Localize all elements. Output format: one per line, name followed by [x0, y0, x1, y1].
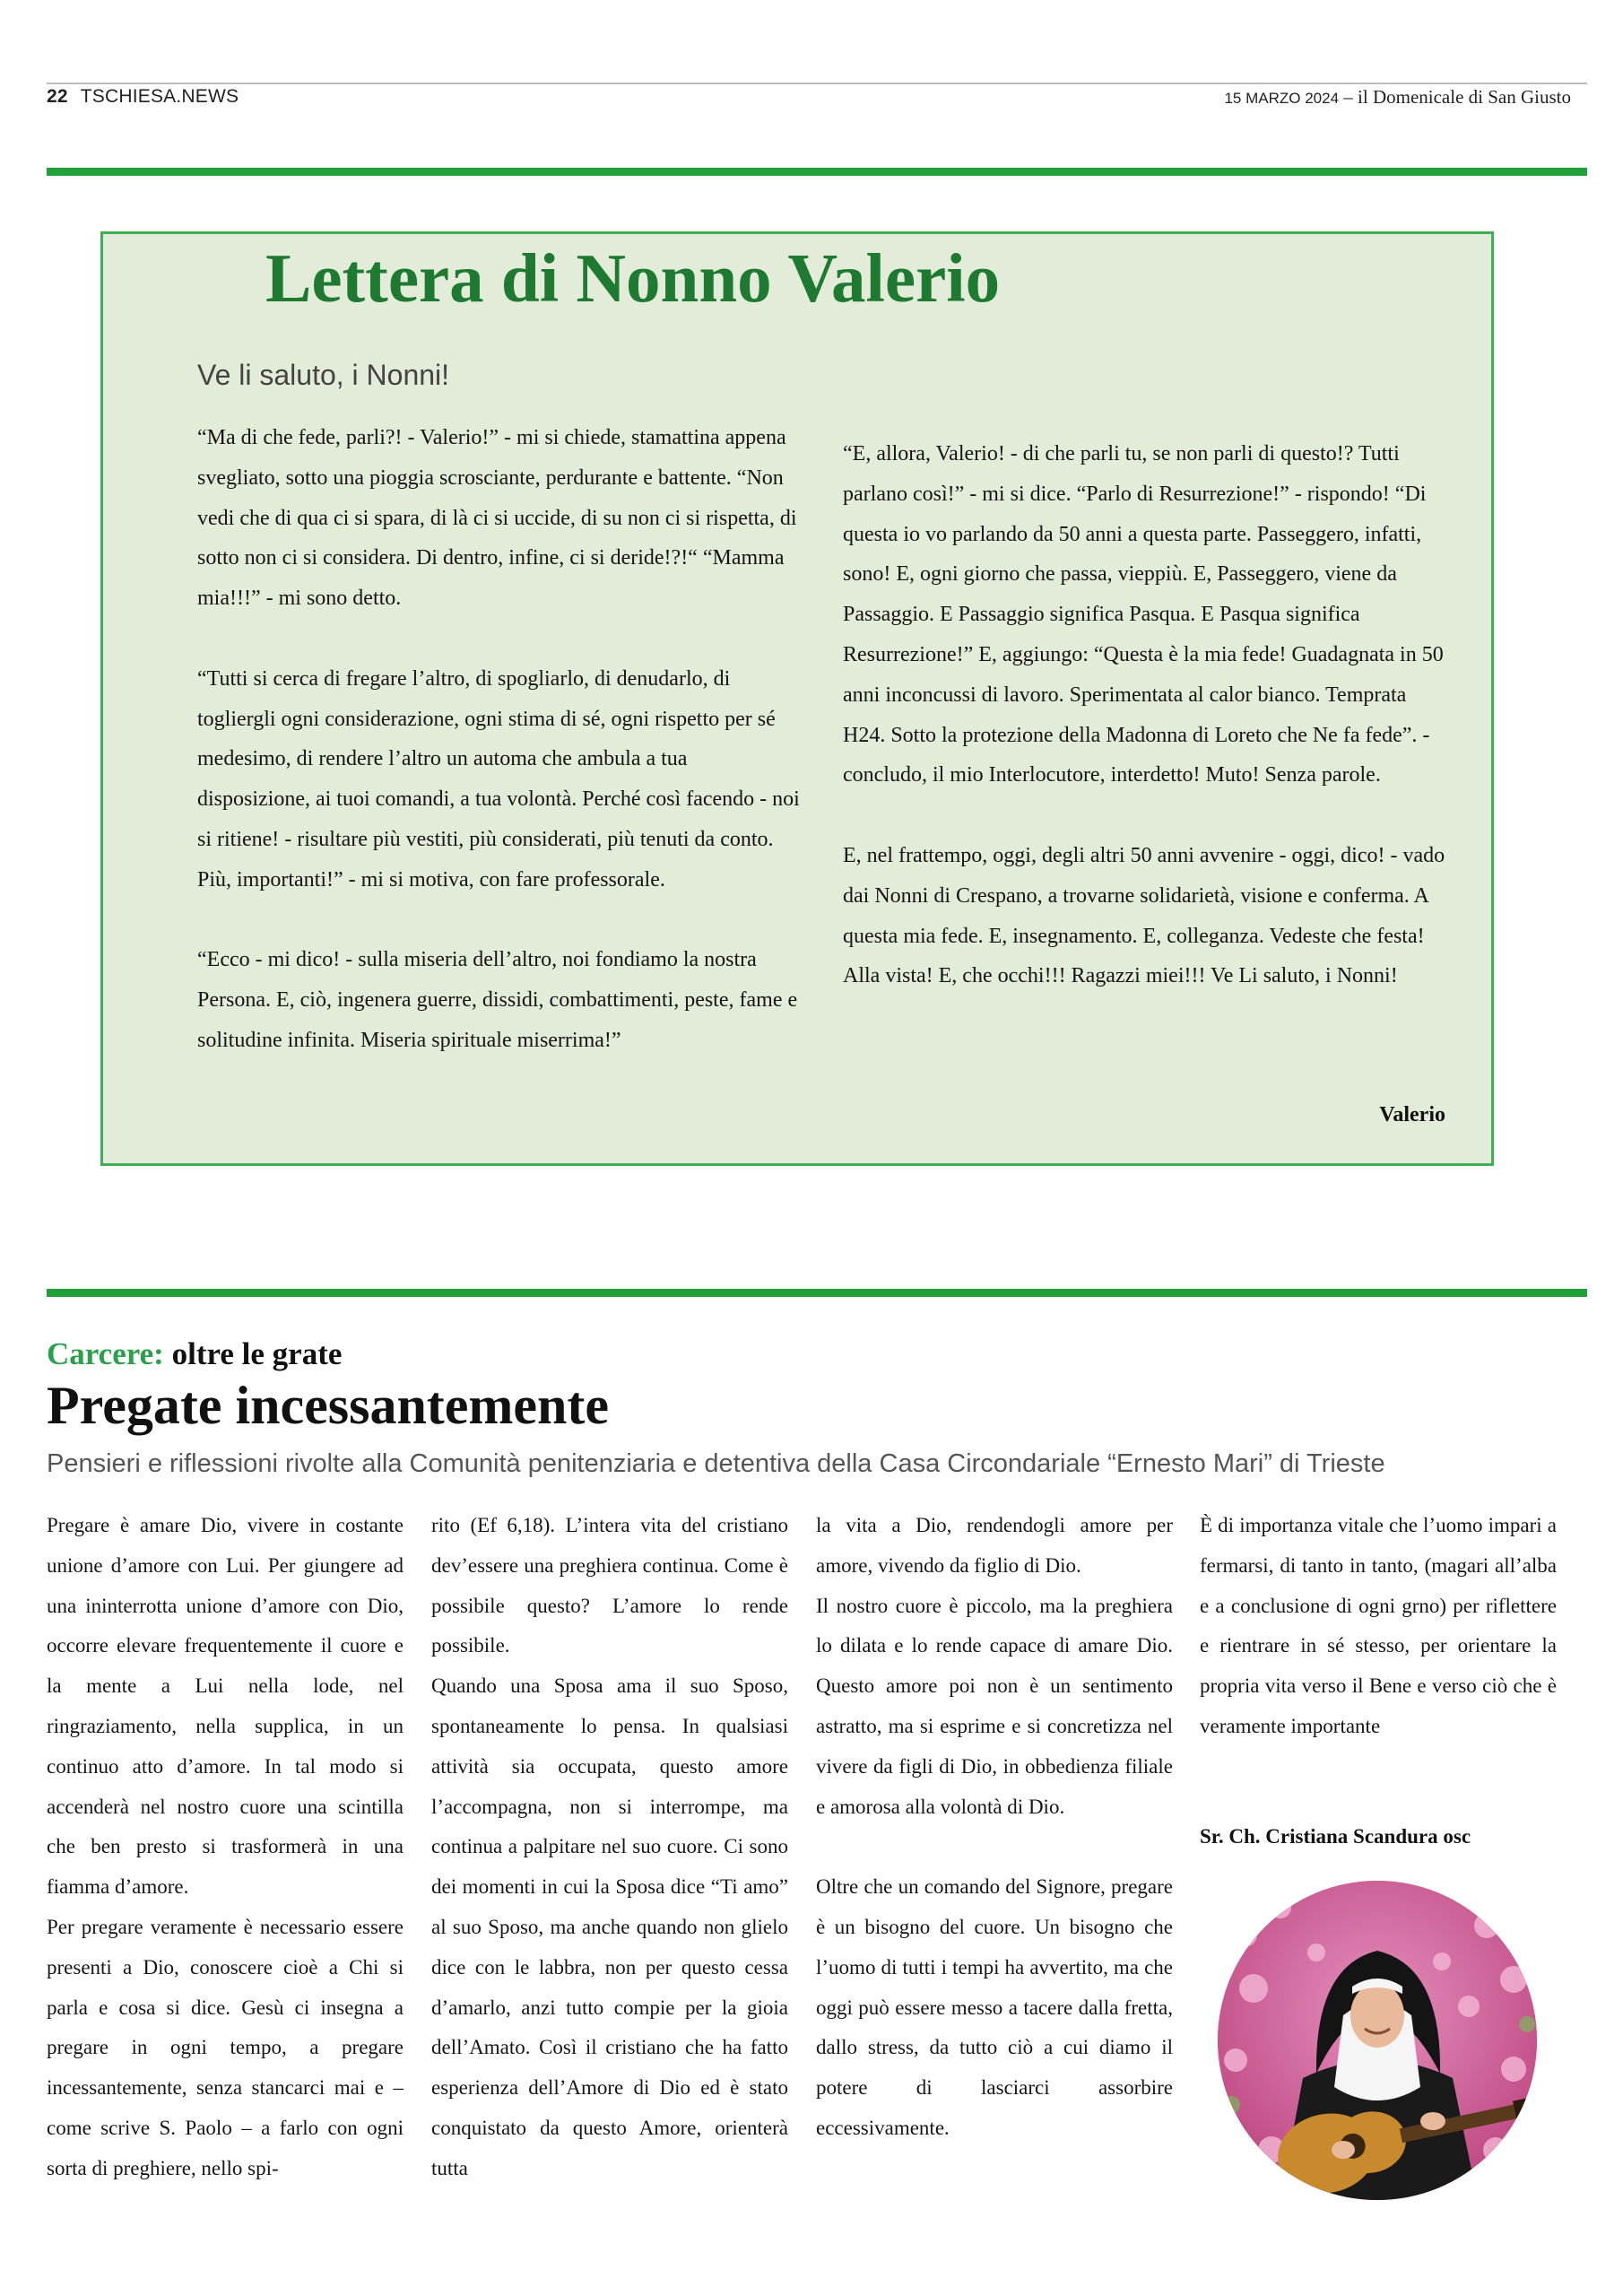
letter-paragraph: “Ma di che fede, parli?! - Valerio!” - mi si chiede, stamattina appena svegliato, sotto una pioggia scrosciante, perdurante e battente. “Non vedi che di qua ci si spara, di là ci si uccide, di su non ci si rispetta, di sotto non ci si considera. Di dentro, infine, ci si deride!?!“ “Mamma mia!!!” - mi sono detto.	[197, 426, 797, 611]
site-name[interactable]: TSCHIESA.NEWS	[80, 86, 239, 107]
publication-name: – il Domenicale di San Giusto	[1343, 86, 1571, 108]
issue-date: 15 MARZO 2024	[1224, 90, 1340, 107]
article-column-1	[47, 1506, 404, 2189]
letter-subtitle: Ve li saluto, i Nonni!	[197, 359, 450, 391]
kicker-section: Carcere:	[47, 1336, 164, 1371]
author-photo-illustration	[1218, 1881, 1537, 2200]
page-number: 22	[47, 86, 68, 107]
article-paragraph: È di importanza vitale che l’uomo impari a fermarsi, di tanto in tanto, (magari all’alba e a conclusione di ogni grno) per riflettere e rientrare in sé stesso, per orientare la propria vita verso il Bene e verso ciò che è veramente importante	[1200, 1514, 1557, 1737]
section-divider-middle	[47, 1289, 1587, 1297]
article-paragraph: Oltre che un comando del Signore, pregare è un bisogno del cuore. Un bisogno che l’uomo di tutti i tempi ha avvertito, ma che oggi può essere messo a tacere dalla fretta, dallo stress, da tutto ciò a cui diamo il potere di lasciarci assorbire eccessivamente.	[816, 1875, 1173, 2139]
article-column-2	[431, 1506, 788, 2189]
letter-title: Lettera di Nonno Valerio	[265, 239, 1001, 317]
letter-paragraph: “Tutti si cerca di fregare l’altro, di spogliarlo, di denudarlo, di togliergli ogni considerazione, ogni stima di sé, ogni rispetto per sé medesimo, di rendere l’altro un automa che ambula a tua disposizione, ai tuoi comandi, a tua volontà. Perché così facendo - noi si ritiene! - risultare più vestiti, più considerati, più tenuti da conto. Più, importanti!” - mi si motiva, con fare professorale.	[197, 666, 800, 891]
kicker-topic: oltre le grate	[171, 1336, 343, 1371]
article-paragraph: Quando una Sposa ama il suo Sposo, spontaneamente lo pensa. In qualsiasi attività sia occupata, questo amore l’accompagna, non si interrompe, ma continua a palpitare nel suo cuore. Ci sono dei momenti in cui la Sposa dice “Ti amo” al suo Sposo, ma anche quando non glielo dice con le labbra, non per questo cessa d’amarlo, anzi tutto compie per la gioia dell’Amato. Così il cristiano che ha fatto esperienza dell’Amore di Dio ed è stato conquistato da questo Amore, orienterà tutta	[431, 1674, 788, 2179]
article-paragraph: rito (Ef 6,18). L’intera vita del cristiano dev’essere una preghiera continua. Come è possibile questo? L’amore lo rende possibile.	[431, 1514, 788, 1657]
header-left	[47, 86, 239, 108]
header-right	[1224, 86, 1571, 109]
article-paragraph: la vita a Dio, rendendogli amore per amore, vivendo da figlio di Dio.	[816, 1514, 1173, 1577]
letter-signature: Valerio	[1379, 1103, 1445, 1126]
letter-paragraph: “Ecco - mi dico! - sulla miseria dell’altro, noi fondiamo la nostra Persona. E, ciò, ingenera guerre, dissidi, combattimenti, peste, fame e solitudine infinita. Miseria spirituale miserrima!”	[197, 948, 798, 1052]
article-paragraph: Pregare è amare Dio, vivere in costante unione d’amore con Lui. Per giungere ad una ininterrotta unione d’amore con Dio, occorre elevare frequentemente il cuore e la mente a Lui nella lode, nel ringraziamento, nella supplica, in un continuo atto d’amore. In tal modo si accenderà nel nostro cuore una scintilla che ben presto si trasformerà in una fiamma d’amore.	[47, 1514, 404, 1899]
article-paragraph: Il nostro cuore è piccolo, ma la preghiera lo dilata e lo rende capace di amare Dio. Questo amore poi non è un sentimento astratto, ma si esprime e si concretizza nel vivere da figli di Dio, in obbedienza filiale e amorosa alla volontà di Dio.	[816, 1594, 1173, 1818]
section-divider-top	[47, 168, 1587, 176]
article-paragraph: Per pregare veramente è necessario essere presenti a Dio, conoscere cioè a Chi si parla e cosa si dice. Gesù ci insegna a pregare in ogni tempo, a pregare incessantemente, senza stancarci mai e – come scrive S. Paolo – a farlo con ogni sorta di preghiere, nello spi-	[47, 1915, 404, 2179]
letter-column-left	[197, 418, 803, 1061]
letter-paragraph: “E, allora, Valerio! - di che parli tu, se non parli di questo!? Tutti parlano così!” - mi si dice. “Parlo di Resurrezione!” - rispondo! “Di questa io vo parlando da 50 anni a questa parte. Passeggero, infatti, sono! E, ogni giorno che passa, vieppiù. E, Passeggero, viene da Passaggio. E Passaggio significa Pasqua. E Pasqua significa Resurrezione!” E, aggiungo: “Questa è la mia fede! Guadagnata in 50 anni inconcussi di lavoro. Sperimentata al calor bianco. Temprata H24. Sotto la protezione della Madonna di Loreto che Ne fa fede”. - concludo, il mio Interlocutore, interdetto! Muto! Senza parole.	[843, 442, 1444, 787]
letter-paragraph: E, nel frattempo, oggi, degli altri 50 anni avvenire - oggi, dico! - vado dai Nonni di Crespano, a trovarne solidarietà, visione e conferma. A questa mia fede. E, insegnamento. E, colleganza. Vedeste che festa! Alla vista! E, che occhi!!! Ragazzi miei!!! Ve Li saluto, i Nonni!	[843, 843, 1445, 988]
article-title: Pregate incessantemente	[47, 1376, 610, 1435]
article-subtitle: Pensieri e riflessioni rivolte alla Comunità penitenziaria e detentiva della Casa Circondariale “Ernesto Mari” di Trieste	[47, 1449, 1385, 1478]
article-column-4	[1200, 1506, 1557, 1747]
article-kicker	[47, 1336, 342, 1372]
article-author: Sr. Ch. Cristiana Scandura osc	[1200, 1825, 1471, 1848]
article-column-3	[816, 1506, 1173, 2149]
letter-column-right	[843, 434, 1453, 996]
author-photo	[1218, 1881, 1537, 2200]
header-rule	[47, 83, 1587, 84]
